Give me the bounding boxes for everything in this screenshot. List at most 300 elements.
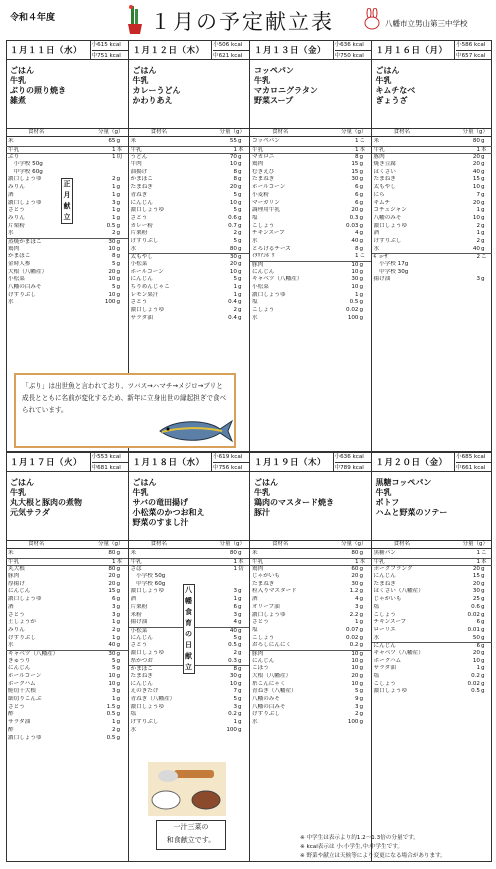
ingredient-amount bbox=[465, 261, 480, 269]
ingredient-unit: g bbox=[359, 214, 364, 221]
ingredient-name: 牛乳 bbox=[252, 558, 264, 565]
ingredient-amount: 20 bbox=[229, 261, 237, 267]
ingredient-row bbox=[250, 315, 371, 323]
ingredient-unit: g bbox=[238, 161, 242, 168]
ingredient-row bbox=[250, 596, 371, 604]
kcal-small: 小636 kcal bbox=[335, 452, 371, 463]
ingredient-unit: g bbox=[116, 650, 121, 657]
ingredient-amount: 15 bbox=[108, 588, 116, 595]
ingredient-amount: 1 bbox=[233, 566, 237, 573]
ingredient-amount: 10 bbox=[108, 276, 116, 283]
ingredient-row bbox=[250, 673, 371, 681]
ingredient-unit: g bbox=[481, 657, 485, 664]
ingredient-name: けずりぶし bbox=[373, 237, 402, 244]
kcal-mid: 中750 kcal bbox=[334, 53, 364, 59]
ingredient-name: 鮭切干大根 bbox=[8, 688, 36, 695]
ingredient-header: 食材名 分量（g） bbox=[129, 128, 250, 137]
ingredient-row bbox=[250, 565, 371, 573]
ingredient-row bbox=[129, 246, 250, 254]
ingredient-row bbox=[129, 315, 250, 323]
ingredient-amount: 20 bbox=[229, 184, 237, 191]
ingredient-amount: 2 bbox=[233, 230, 237, 237]
menu-item: ぶりの照り焼き bbox=[10, 86, 66, 95]
ingredient-name: サラダ油 bbox=[373, 665, 396, 672]
ingredient-name: さとう bbox=[130, 214, 148, 221]
ingredient-unit: こ bbox=[481, 550, 487, 556]
ingredient-unit: g bbox=[116, 634, 121, 641]
ingredient-amount: 8 bbox=[233, 168, 237, 175]
ingredient-unit: g bbox=[359, 276, 364, 283]
ingredient-unit: g bbox=[238, 314, 242, 321]
ingredient-row bbox=[129, 200, 250, 208]
ingredient-unit: g bbox=[238, 261, 242, 267]
ingredient-amount: 10 bbox=[229, 161, 237, 168]
ingredient-amount: 2 bbox=[476, 237, 480, 244]
ingredient-name: 濃口しょうゆ bbox=[373, 688, 408, 695]
menu-item: ごはん bbox=[375, 66, 400, 75]
ingredient-row bbox=[250, 223, 371, 231]
ingredient-row bbox=[129, 727, 250, 735]
ingredient-amount: 80 bbox=[351, 550, 359, 556]
ingredient-amount: 100 bbox=[226, 726, 237, 733]
ingredient-unit: g bbox=[359, 154, 364, 161]
ingredient-amount: 2 bbox=[233, 307, 237, 314]
ingredient-amount: 30 bbox=[229, 673, 237, 679]
ingredient-row bbox=[250, 581, 371, 589]
ingredient-row bbox=[250, 604, 371, 612]
ingredient-unit: g bbox=[116, 207, 121, 214]
day-header bbox=[372, 452, 493, 472]
ingredient-name: レモン果汁 bbox=[130, 291, 159, 298]
ingredient-amount: 8 bbox=[354, 245, 359, 252]
ingredient-unit: g bbox=[116, 566, 121, 573]
ingredient-amount: 15 bbox=[351, 168, 359, 175]
ingredient-name: キャベツ（八幡産） bbox=[373, 649, 424, 656]
ingredient-amount: 8 bbox=[111, 253, 116, 260]
ingredient-name: 小学校 50g bbox=[8, 161, 43, 168]
ingredient-unit: g bbox=[116, 176, 121, 183]
ingredient-name: 牛乳 bbox=[130, 146, 142, 153]
ingredient-unit: g bbox=[359, 268, 364, 275]
ingredient-row bbox=[372, 612, 493, 620]
footnotes bbox=[300, 834, 446, 861]
ingredient-name: 水 bbox=[252, 314, 258, 321]
ingredient-amount: 80 bbox=[108, 550, 116, 556]
menu-item: 黒糖コッペパン bbox=[375, 478, 432, 487]
ingredient-header: 食材名 分量（g） bbox=[250, 540, 371, 549]
menu-item: 雑煮 bbox=[10, 96, 26, 105]
ingredient-name: 小麦粉 bbox=[252, 191, 269, 198]
ingredient-unit: g bbox=[116, 734, 121, 741]
ingredient-name: 調理用牛乳 bbox=[252, 207, 280, 214]
ingredient-unit: g bbox=[359, 642, 364, 649]
ingredient-unit: g bbox=[116, 550, 121, 556]
ingredient-name: 片栗粉 bbox=[130, 603, 148, 610]
ingredient-amount: 0.4 bbox=[228, 299, 237, 306]
ingredient-name: たまねぎ bbox=[252, 580, 275, 587]
ingredient-row bbox=[6, 146, 128, 154]
ingredient-row bbox=[372, 223, 493, 231]
ingredient-unit: g bbox=[359, 284, 364, 291]
ingredient-amount: 10 bbox=[108, 673, 116, 679]
day-date: １月２０日（金） bbox=[375, 458, 448, 468]
ingredient-row bbox=[250, 184, 371, 192]
ingredient-unit: g bbox=[116, 253, 121, 260]
ingredient-row bbox=[6, 581, 128, 589]
ingredient-row bbox=[372, 550, 493, 558]
ingredient-row bbox=[129, 696, 250, 704]
ingredient-unit: g bbox=[359, 222, 364, 229]
ingredient-row bbox=[129, 673, 250, 681]
ingredient-amount: 50 bbox=[472, 634, 480, 641]
footnote: ※ 野菜や献立は天候等により変更になる場合があります。 bbox=[300, 853, 446, 859]
ingredient-row bbox=[372, 627, 493, 635]
ingredient-row bbox=[372, 238, 493, 246]
ingredient-row bbox=[250, 704, 371, 712]
ingredient-row bbox=[250, 161, 371, 169]
ingredient-name: 油揚げ bbox=[130, 168, 148, 175]
ingredient-name: コッペパン bbox=[252, 138, 280, 144]
ingredient-row bbox=[250, 711, 371, 719]
ingredient-name: 酒 bbox=[8, 191, 14, 198]
ingredient-row bbox=[129, 169, 250, 177]
kcal-mid: 中751 kcal bbox=[91, 53, 121, 59]
ingredient-unit bbox=[480, 261, 492, 269]
ingredient-row bbox=[129, 146, 250, 154]
ingredient-unit: 本 bbox=[116, 146, 123, 153]
ingredient-unit: 本 bbox=[481, 558, 487, 565]
ingredient-amount: 0.5 bbox=[106, 734, 116, 741]
ingredient-amount: 3 bbox=[111, 688, 116, 695]
ingredient-unit: g bbox=[116, 719, 121, 726]
ingredient-name: たまねぎ bbox=[373, 176, 396, 183]
ingredient-row bbox=[372, 276, 493, 284]
ingredient-row bbox=[129, 299, 250, 307]
ingredient-amount: 2 bbox=[111, 176, 116, 183]
ingredient-unit: g bbox=[359, 688, 364, 695]
ingredient-name: 水 bbox=[373, 634, 380, 641]
kcal-mid: 中756 kcal bbox=[213, 465, 243, 471]
page-title: １月の予定献立表 bbox=[150, 10, 334, 34]
ingredient-unit: g bbox=[238, 611, 242, 618]
ingredient-row bbox=[372, 269, 493, 277]
ingredient-name: 小松菜 bbox=[130, 261, 148, 267]
ingredient-unit: g bbox=[238, 619, 242, 626]
ingredient-name: にんじん bbox=[130, 199, 153, 206]
ingredient-unit: g bbox=[481, 680, 485, 687]
ingredient-unit: g bbox=[238, 207, 242, 214]
ingredient-amount: 80 bbox=[229, 245, 237, 252]
ingredient-row bbox=[129, 253, 250, 261]
ingredient-row bbox=[6, 284, 128, 292]
ingredient-unit bbox=[116, 169, 128, 177]
ingredient-name: ｲﾀﾘｱﾝﾎﾞｳ bbox=[252, 253, 275, 260]
menu-item: 牛乳 bbox=[10, 76, 26, 85]
ingredient-amount: 5 bbox=[111, 261, 116, 267]
ingredient-name: 酒 bbox=[252, 596, 258, 603]
menu-item: 牛乳 bbox=[375, 76, 392, 85]
ingredient-row bbox=[372, 200, 493, 208]
ingredient-row bbox=[372, 253, 493, 261]
kcal-mid: 中657 kcal bbox=[456, 53, 486, 59]
ingredient-amount: 80 bbox=[472, 138, 480, 144]
ingredient-unit: g bbox=[238, 230, 242, 237]
kcal-small: 小586 kcal bbox=[456, 40, 492, 51]
ingredient-amount: 0.4 bbox=[228, 314, 237, 321]
ingredient-row bbox=[129, 307, 250, 315]
ingredient-row bbox=[129, 558, 250, 566]
day-column bbox=[6, 452, 128, 862]
day-header bbox=[129, 40, 250, 60]
ingredient-name: 片栗粉 bbox=[130, 230, 148, 237]
ingredient-name: むきえび bbox=[252, 168, 275, 175]
ingredient-amount: 1.5 bbox=[106, 703, 116, 710]
ingredient-name: 鶏肉 bbox=[252, 566, 264, 573]
ingredient-name: 米 bbox=[130, 550, 137, 556]
ingredient-amount: 1.2 bbox=[349, 588, 359, 595]
day-header bbox=[372, 40, 493, 60]
ingredient-amount: 1 bbox=[476, 665, 480, 672]
ingredient-unit: g bbox=[116, 276, 121, 283]
ingredient-amount: 1 bbox=[111, 696, 116, 703]
ingredient-name: じゃがいも bbox=[373, 596, 402, 603]
ingredient-row bbox=[250, 550, 371, 558]
ingredient-unit: g bbox=[116, 261, 121, 267]
ingredient-name: にんじん bbox=[373, 643, 396, 650]
ingredient-name: 豚肉 bbox=[373, 154, 385, 161]
day-column bbox=[371, 40, 493, 452]
ingredient-header: 食材名 分量（g） bbox=[250, 128, 371, 137]
kcal-small: 小615 kcal bbox=[92, 40, 128, 51]
ingredient-name: 黒糖パン bbox=[373, 550, 396, 556]
ingredient-unit: g bbox=[481, 580, 485, 587]
ingredient-row bbox=[6, 704, 128, 712]
ingredient-unit: g bbox=[481, 191, 485, 198]
ingredient-amount: 2 bbox=[111, 230, 116, 237]
ingredient-unit: g bbox=[238, 237, 242, 244]
ingredient-unit: g bbox=[238, 688, 242, 695]
ingredient-amount: 1 bbox=[111, 719, 116, 726]
ingredient-amount: 0.5 bbox=[106, 711, 116, 718]
ingredient-name: にんじん bbox=[130, 276, 153, 283]
ingredient-name: 豚肉 bbox=[8, 573, 20, 580]
ingredient-unit: g bbox=[238, 673, 242, 679]
ingredient-row bbox=[6, 238, 128, 246]
ingredient-name: 濃口しょうゆ bbox=[8, 199, 42, 206]
ingredient-unit: g bbox=[481, 276, 485, 283]
ingredient-row bbox=[6, 658, 128, 666]
ingredient-name: 丸大根 bbox=[8, 566, 25, 573]
ingredient-unit: g bbox=[359, 573, 364, 580]
ingredient-amount: 10 bbox=[472, 657, 480, 664]
ingredient-name: ちりめんじゃこ bbox=[130, 284, 170, 291]
ingredient-name: 牛肉 bbox=[130, 161, 142, 168]
ingredient-row bbox=[6, 153, 128, 161]
ingredient-amount: 3 bbox=[233, 588, 237, 595]
ingredient-name: ｷﾞｮｰｻﾞ bbox=[373, 254, 391, 261]
ingredient-unit: g bbox=[238, 214, 242, 221]
ingredient-amount: 1 bbox=[111, 146, 116, 153]
ingredient-unit: g bbox=[359, 703, 364, 710]
ingredient-row bbox=[129, 161, 250, 169]
ingredient-row bbox=[6, 261, 128, 269]
ingredient-unit: g bbox=[481, 214, 485, 221]
ingredient-name: 米 bbox=[8, 138, 14, 144]
ingredient-row bbox=[372, 596, 493, 604]
ingredient-amount: 0.3 bbox=[228, 657, 237, 664]
ingredient-row bbox=[6, 650, 128, 658]
ingredient-name: 中学校 30g bbox=[373, 268, 409, 275]
ingredient-amount: 20 bbox=[351, 573, 359, 580]
ingredient-name: 糸こんにゃく bbox=[252, 680, 286, 687]
ingredient-name: 米粉 bbox=[130, 611, 142, 618]
ingredient-row bbox=[250, 558, 371, 566]
ingredient-name: こしょう bbox=[373, 680, 396, 687]
ingredient-name: 牛乳 bbox=[130, 558, 142, 565]
ingredient-amount: 3 bbox=[111, 611, 116, 618]
ingredient-unit: g bbox=[359, 588, 364, 595]
ingredient-amount: 7 bbox=[476, 191, 480, 198]
ingredient-unit: g bbox=[359, 596, 364, 603]
ingredient-unit: g bbox=[359, 603, 364, 610]
ingredient-unit: g bbox=[359, 696, 364, 703]
ingredient-unit: g bbox=[238, 703, 242, 710]
ingredient-unit: g bbox=[238, 268, 242, 275]
ingredient-unit: g bbox=[481, 611, 485, 618]
ingredient-unit: g bbox=[359, 626, 364, 633]
day-column bbox=[249, 40, 371, 452]
ingredient-unit: g bbox=[481, 199, 485, 206]
ingredient-name: 塩 bbox=[130, 711, 137, 718]
day-date: １月１６日（月） bbox=[375, 46, 448, 56]
ingredient-name: 水 bbox=[373, 245, 380, 252]
ingredient-unit: g bbox=[359, 611, 364, 618]
ingredient-amount: 5 bbox=[233, 634, 237, 641]
ingredient-name: たまねぎ bbox=[252, 176, 275, 183]
ingredient-row bbox=[6, 604, 128, 612]
ingredient-unit: g bbox=[359, 291, 364, 298]
ingredient-row bbox=[6, 269, 128, 277]
ingredient-unit: g bbox=[481, 176, 485, 183]
menu-item: 牛乳 bbox=[254, 76, 270, 85]
ingredient-unit: g bbox=[481, 566, 485, 573]
menu-list bbox=[376, 478, 448, 518]
ingredient-name: みりん bbox=[8, 184, 25, 191]
ingredient-amount: 1 bbox=[476, 558, 480, 565]
ingredient-row bbox=[250, 307, 371, 315]
kcal-box bbox=[90, 452, 128, 472]
ingredient-name: 濃口しょうゆ bbox=[252, 291, 286, 298]
ingredient-row bbox=[372, 688, 493, 696]
ingredient-amount: 10 bbox=[229, 199, 237, 206]
ingredient-row bbox=[6, 688, 128, 696]
ingredient-row bbox=[372, 642, 493, 650]
ingredient-unit: g bbox=[481, 673, 485, 679]
ingredient-name: たまねぎ bbox=[130, 184, 153, 191]
ingredient-row bbox=[250, 292, 371, 300]
ingredient-amount: 5 bbox=[111, 665, 116, 672]
menu-item: サバの竜田揚げ bbox=[132, 498, 189, 507]
ingredient-name: ポークフランク bbox=[373, 566, 413, 573]
ingredient-amount: 55 bbox=[229, 138, 237, 144]
ingredient-row bbox=[372, 192, 493, 200]
note-text: 「ぶり」は出世魚と言われており、ツバス→ハマチ→メジロ→ブリと成長とともに名前が変化するため、新年に立身出世の縁起担ぎで食べられています。 bbox=[22, 382, 227, 414]
ingredient-row bbox=[6, 138, 128, 146]
ingredient-name: 土しょうが bbox=[8, 619, 36, 626]
ingredient-row bbox=[6, 635, 128, 643]
ingredient-unit: g bbox=[359, 550, 364, 556]
ingredient-amount: 10 bbox=[351, 284, 359, 291]
menu-item: ごはん bbox=[10, 66, 34, 75]
ingredient-unit: 本 bbox=[238, 558, 244, 565]
ingredient-row bbox=[129, 223, 250, 231]
ingredient-unit: g bbox=[116, 291, 121, 298]
ingredient-name: こしょう bbox=[252, 634, 275, 641]
ingredient-amount: 20 bbox=[351, 207, 359, 214]
ingredient-name: サラダ油 bbox=[130, 314, 153, 321]
ingredient-name: チキンスープ bbox=[373, 619, 407, 626]
ingredient-amount: 4 bbox=[233, 619, 237, 626]
ingredient-amount: 0.2 bbox=[349, 642, 359, 649]
ingredient-amount: 10 bbox=[351, 262, 359, 268]
ingredient-name: こしょう bbox=[373, 611, 396, 618]
ingredient-amount: 3 bbox=[354, 703, 359, 710]
ingredient-name: 粒入りマスタード bbox=[252, 588, 297, 595]
ingredient-row bbox=[6, 673, 128, 681]
ingredient-unit: g bbox=[481, 603, 485, 610]
ingredient-amount: 3 bbox=[233, 703, 237, 710]
menu-item: 丸大根と豚肉の煮物 bbox=[10, 498, 82, 507]
school-name: 八幡市立男山第三中学校 bbox=[385, 19, 468, 28]
ingredient-unit: g bbox=[481, 230, 485, 237]
ingredient-name: マーガリン bbox=[252, 199, 280, 206]
ingredient-unit: g bbox=[359, 673, 364, 679]
ingredient-amount: 20 bbox=[108, 573, 116, 580]
ingredient-name: 小学校 17g bbox=[373, 261, 409, 267]
ingredient-name: 塩 bbox=[252, 299, 258, 306]
ingredient-amount bbox=[222, 581, 237, 589]
ingredient-unit: g bbox=[238, 168, 242, 175]
ingredient-row bbox=[6, 292, 128, 300]
ingredient-amount: 20 bbox=[108, 268, 116, 275]
ingredient-amount: 40 bbox=[472, 168, 480, 175]
menu-list bbox=[10, 478, 82, 518]
ingredient-name: さとう bbox=[130, 299, 148, 306]
ingredient-amount: 2 bbox=[111, 726, 116, 733]
menu-item: 元気サラダ bbox=[10, 508, 50, 517]
kcal-box bbox=[454, 40, 492, 60]
ingredient-amount: 1 bbox=[111, 207, 116, 214]
ingredient-unit: g bbox=[116, 573, 121, 580]
ingredient-unit: g bbox=[238, 680, 242, 687]
ingredient-unit: 本 bbox=[116, 558, 123, 565]
day-column bbox=[249, 452, 371, 862]
ingredient-unit: g bbox=[116, 626, 121, 633]
ingredient-row bbox=[372, 176, 493, 184]
ingredient-unit: g bbox=[359, 657, 364, 664]
ingredient-amount: 8 bbox=[233, 666, 237, 673]
ingredient-row bbox=[129, 550, 250, 558]
ingredient-unit: g bbox=[481, 573, 485, 580]
ingredient-row bbox=[250, 612, 371, 620]
ingredient-amount: 7 bbox=[233, 688, 237, 695]
ingredient-row bbox=[250, 276, 371, 284]
ingredient-name: さば bbox=[130, 566, 142, 573]
ingredient-name: 八幡の白みそ bbox=[252, 703, 286, 710]
ingredient-name: とろけるチーズ bbox=[252, 245, 291, 252]
ingredient-unit: g bbox=[116, 642, 121, 649]
ingredient-name: 米 bbox=[130, 138, 137, 144]
